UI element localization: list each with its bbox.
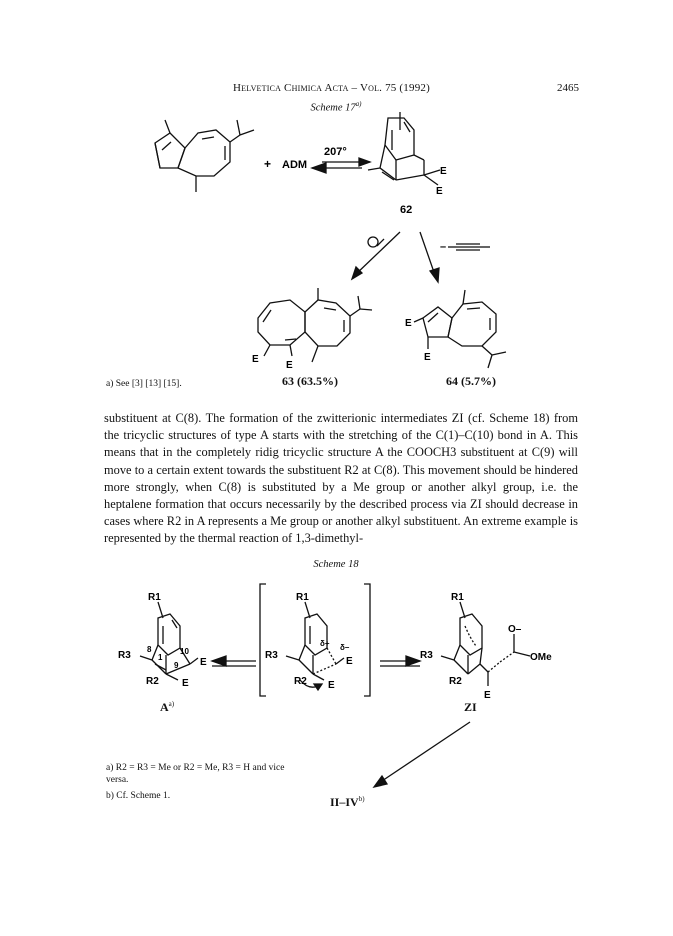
r2-label-ts: R2 <box>294 676 307 687</box>
scheme-17-footnote: a) See [3] [13] [15]. <box>106 379 182 389</box>
scheme-17-labels <box>252 146 447 371</box>
paragraph-text: substituent at C(8). The formation of the zwitterionic intermediates ZI (cf. Scheme 18) from the tricyclic structures of type A starts with the stretching of the C(1)–C(10) bond in A. This means that in the completely ridig tricyclic structure A the COOCH3 substituent at C(9) will move to a certain extent towards the substituent R2 at C(8). This movement should be hindered more strongly, when C(8) is substituted by a Me group or another alkyl group, i.e. the heptalene formation that occurs necessarily by the described process via ZI should decrease in cases where R2 in A represents a Me group or another alkyl substituent. An extreme example is represented by the thermal reaction of 1,3-dimethyl- <box>104 411 578 546</box>
equilibrium-arrow <box>312 158 370 173</box>
atom-9: 9 <box>174 661 179 670</box>
o-minus-label: O– <box>508 624 522 635</box>
body-paragraph <box>104 410 578 548</box>
compound-62-label: 62 <box>400 204 413 216</box>
e-label-3: E <box>252 354 259 365</box>
r1-label-zi: R1 <box>451 592 464 603</box>
temperature-label: 207° <box>324 146 347 158</box>
atom-10: 10 <box>180 647 189 656</box>
scheme-17-title: Scheme 17$^{a)}$ <box>310 100 362 114</box>
arrow-to-products <box>374 722 470 787</box>
scheme-18-title: Scheme 18 <box>313 559 359 570</box>
journal-title: Helvetica Chimica Acta – Vol. 75 (1992) <box>233 82 430 94</box>
e-label-4: E <box>286 360 293 371</box>
scheme-18-footnote-a: a) R2 = R3 = Me or R2 = Me, R3 = H and vice versa. <box>106 763 285 785</box>
r2-label-a: R2 <box>146 676 159 687</box>
product-63 <box>258 288 372 362</box>
compound-64-label: 64 (5.7%) <box>446 374 496 388</box>
atom-8: 8 <box>147 645 152 654</box>
ome-label: OMe <box>530 652 552 663</box>
azulene-reactant <box>155 120 254 192</box>
reaction-arrows <box>352 232 490 282</box>
page-number: 2465 <box>557 82 579 94</box>
reagent-label: ADM <box>282 159 308 171</box>
e-label-a1: E <box>200 657 207 668</box>
r3-label-ts: R3 <box>265 650 278 661</box>
r1-label-ts: R1 <box>296 592 309 603</box>
atom-1: 1 <box>158 653 163 662</box>
structure-zi <box>441 602 530 686</box>
e-label-a2: E <box>182 678 189 689</box>
e-label-ts1: E <box>346 656 353 667</box>
r3-label-zi: R3 <box>420 650 433 661</box>
delta-plus: δ+ <box>320 639 330 648</box>
e-label-2: E <box>436 186 443 197</box>
structure-a <box>140 602 198 680</box>
r1-label-a: R1 <box>148 592 161 603</box>
transition-brackets <box>260 584 370 696</box>
arrow-forward <box>380 656 420 666</box>
e-label-5: E <box>405 318 412 329</box>
scheme-17-figure <box>0 0 673 400</box>
label-a: $A^{a)}$ <box>160 700 175 714</box>
e-label-zi: E <box>484 690 491 701</box>
delta-minus: δ– <box>340 643 350 652</box>
plus-sign: + <box>264 157 272 171</box>
label-zi: ZI <box>464 700 477 714</box>
e-label-ts2: E <box>328 680 335 691</box>
scheme-18-figure <box>0 560 673 820</box>
e-label-1: E <box>440 166 447 177</box>
compound-63-label: 63 (63.5%) <box>282 374 338 388</box>
label-products: II–IV$^{b)}$ <box>330 795 365 809</box>
arrow-reverse-1 <box>212 656 256 666</box>
e-label-6: E <box>424 352 431 363</box>
alkyne-minus-label: – <box>440 241 447 253</box>
scheme-18-labels <box>118 592 552 701</box>
r2-label-zi: R2 <box>449 676 462 687</box>
adduct-62 <box>368 112 440 185</box>
scheme-18-footnote-b: b) Cf. Scheme 1. <box>106 791 171 801</box>
r3-label-a: R3 <box>118 650 131 661</box>
